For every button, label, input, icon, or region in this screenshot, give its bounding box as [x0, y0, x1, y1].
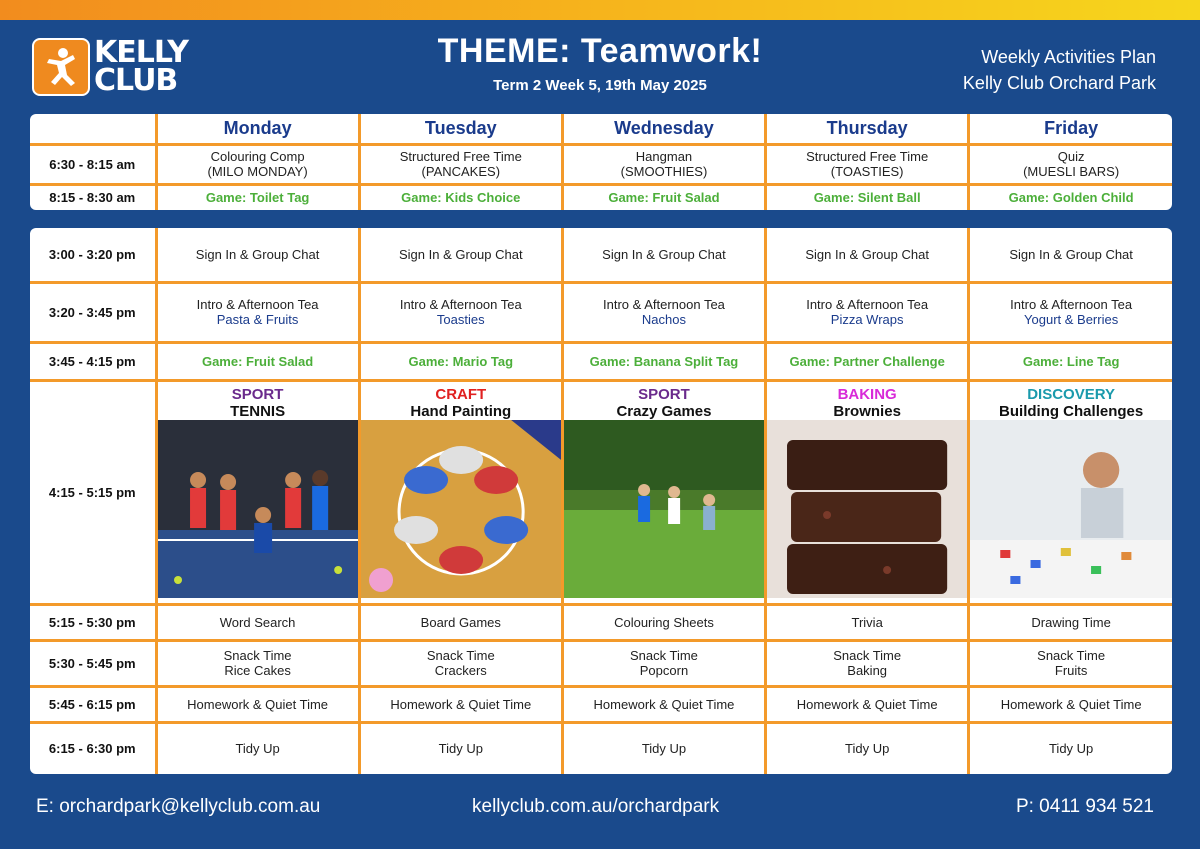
time-slot: 5:15 - 5:30 pm [30, 604, 156, 640]
footer-website[interactable]: kellyclub.com.au/orchardpark [472, 796, 720, 817]
activity-cell: Sign In & Group Chat [359, 228, 562, 282]
activity-cell: Tidy Up [766, 722, 969, 774]
feature-activity: Building Challenges [999, 403, 1144, 420]
table-row [30, 640, 1172, 686]
game-cell: Game: Kids Choice [359, 184, 562, 210]
time-slot: 3:45 - 4:15 pm [30, 342, 156, 380]
activity-cell [562, 640, 765, 686]
table-row [30, 282, 1172, 342]
feature-activity: Hand Painting [410, 403, 512, 420]
activity-cell [156, 640, 359, 686]
breakfast-text: (MUESLI BARS) [1023, 164, 1120, 179]
activity-cell: Sign In & Group Chat [156, 228, 359, 282]
footer-email[interactable]: E: orchardpark@kellyclub.com.au [36, 796, 321, 817]
game-cell: Game: Partner Challenge [766, 342, 969, 380]
food-text: Pizza Wraps [830, 312, 904, 327]
category-label: BAKING [837, 386, 897, 403]
breakfast-text: (SMOOTHIES) [620, 164, 708, 179]
food-text: Baking [847, 663, 888, 678]
activity-text: Snack Time [1037, 648, 1106, 663]
feature-cell [969, 380, 1172, 604]
logo-line-2: CLUB [94, 63, 178, 98]
time-slot: 3:00 - 3:20 pm [30, 228, 156, 282]
activity-text: Snack Time [833, 648, 902, 663]
time-slot: 3:20 - 3:45 pm [30, 282, 156, 342]
day-monday: Monday [156, 114, 359, 144]
day-thursday: Thursday [766, 114, 969, 144]
activity-cell: Sign In & Group Chat [969, 228, 1172, 282]
time-slot: 8:15 - 8:30 am [30, 184, 156, 210]
activity-cell [969, 144, 1172, 184]
activity-cell [359, 144, 562, 184]
activity-cell: Sign In & Group Chat [766, 228, 969, 282]
feature-activity: TENNIS [230, 403, 286, 420]
activity-cell: Tidy Up [156, 722, 359, 774]
category-label: DISCOVERY [1027, 386, 1116, 403]
breakfast-text: (PANCAKES) [421, 164, 501, 179]
time-slot: 5:45 - 6:15 pm [30, 686, 156, 722]
empty-header-cell [30, 114, 156, 144]
feature-activity: Brownies [833, 403, 901, 420]
food-text: Yogurt & Berries [1024, 312, 1119, 327]
activity-cell: Drawing Time [969, 604, 1172, 640]
activity-cell: Tidy Up [359, 722, 562, 774]
activity-cell: Sign In & Group Chat [562, 228, 765, 282]
logo-line-1: KELLY [94, 35, 189, 70]
feature-cell [562, 380, 765, 604]
category-label: SPORT [638, 386, 690, 403]
activity-cell: Homework & Quiet Time [766, 686, 969, 722]
activity-cell [969, 282, 1172, 342]
time-slot: 4:15 - 5:15 pm [30, 380, 156, 604]
crazy-games-photo [564, 420, 764, 598]
activity-text: Intro & Afternoon Tea [196, 297, 319, 312]
activity-text: Colouring Comp [210, 149, 305, 164]
activity-text: Hangman [635, 149, 693, 164]
activity-cell [156, 144, 359, 184]
activity-cell: Tidy Up [1048, 741, 1094, 757]
breakfast-text: (TOASTIES) [830, 164, 904, 179]
activity-cell [969, 640, 1172, 686]
food-text: Rice Cakes [224, 663, 291, 678]
activity-text: Quiz [1057, 149, 1085, 164]
breakfast-text: (MILO MONDAY) [207, 164, 308, 179]
kelly-club-logo [32, 35, 189, 98]
activity-cell: Homework & Quiet Time [359, 686, 562, 722]
activity-cell [766, 640, 969, 686]
day-wednesday: Wednesday [562, 114, 765, 144]
day-tuesday: Tuesday [359, 114, 562, 144]
time-slot: 6:30 - 8:15 am [30, 144, 156, 184]
activity-cell: Word Search [156, 604, 359, 640]
food-text: Pasta & Fruits [216, 312, 299, 327]
game-cell: Game: Line Tag [969, 342, 1172, 380]
activity-text: Intro & Afternoon Tea [1010, 297, 1133, 312]
feature-cell [766, 380, 969, 604]
food-text: Popcorn [639, 663, 689, 678]
activity-cell: Colouring Sheets [562, 604, 765, 640]
activity-cell [562, 282, 765, 342]
category-label: SPORT [231, 386, 284, 403]
page-title: THEME: Teamwork! [437, 32, 763, 70]
day-friday: Friday [969, 114, 1172, 144]
activity-cell [766, 282, 969, 342]
footer-phone[interactable]: P: 0411 934 521 [1015, 796, 1154, 817]
logo-figure-icon [32, 38, 90, 96]
feature-activity: Crazy Games [616, 403, 712, 420]
activity-cell: Homework & Quiet Time [562, 686, 765, 722]
activity-text: Intro & Afternoon Tea [399, 297, 522, 312]
game-cell: Game: Silent Ball [766, 184, 969, 210]
table-row [30, 342, 1172, 380]
game-cell: Game: Golden Child [1008, 190, 1134, 206]
hand-painting-photo [361, 420, 561, 598]
food-text: Fruits [1054, 663, 1088, 678]
feature-cell [156, 380, 359, 604]
activity-cell: Board Games [359, 604, 562, 640]
activity-cell: Homework & Quiet Time [156, 686, 359, 722]
activity-text: Intro & Afternoon Tea [603, 297, 725, 312]
table-row [30, 228, 1172, 282]
feature-cell [359, 380, 562, 604]
time-slot: 6:15 - 6:30 pm [30, 722, 156, 774]
activity-text: Structured Free Time [806, 149, 929, 164]
activity-text: Snack Time [223, 648, 292, 663]
activity-cell [359, 640, 562, 686]
game-cell: Game: Toilet Tag [156, 184, 359, 210]
table-row [30, 144, 1172, 184]
day-header-row [30, 114, 1172, 144]
activity-text: Structured Free Time [399, 149, 522, 164]
table-row [30, 722, 1172, 774]
activity-cell [156, 282, 359, 342]
morning-schedule [30, 114, 1172, 210]
activity-text: Intro & Afternoon Tea [806, 297, 929, 312]
page-subtitle: Term 2 Week 5, 19th May 2025 [493, 77, 707, 94]
table-row [30, 686, 1172, 722]
activity-text: Snack Time [426, 648, 495, 663]
game-cell: Game: Banana Split Tag [562, 342, 765, 380]
activity-cell: Homework & Quiet Time [969, 686, 1172, 722]
tennis-photo [158, 420, 358, 598]
food-text: Crackers [434, 663, 487, 678]
activity-cell [562, 144, 765, 184]
activity-cell: Tidy Up [562, 722, 765, 774]
game-cell: Game: Fruit Salad [562, 184, 765, 210]
feature-row [30, 380, 1172, 604]
top-stripe [0, 0, 1200, 20]
food-text: Toasties [436, 312, 485, 327]
afternoon-schedule [30, 228, 1172, 774]
game-cell: Game: Fruit Salad [156, 342, 359, 380]
time-slot: 5:30 - 5:45 pm [30, 640, 156, 686]
table-row [30, 604, 1172, 640]
category-label: CRAFT [435, 386, 487, 403]
food-text: Nachos [641, 312, 686, 327]
brownies-photo [767, 420, 967, 598]
plan-label: Weekly Activities Plan [981, 47, 1156, 67]
game-cell: Game: Mario Tag [359, 342, 562, 380]
activity-cell [359, 282, 562, 342]
activity-cell [766, 144, 969, 184]
activity-text: Snack Time [630, 648, 698, 663]
table-row [30, 184, 1172, 210]
centre-name: Kelly Club Orchard Park [962, 73, 1156, 93]
activity-cell: Trivia [766, 604, 969, 640]
building-challenges-photo [970, 420, 1172, 598]
